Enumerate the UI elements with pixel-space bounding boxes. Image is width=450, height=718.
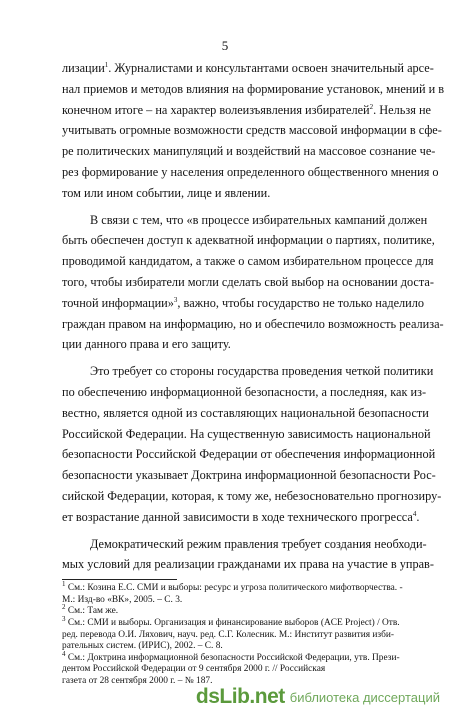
body-line: по обеспечению информационной безопасности, а последняя, как из- [62,385,427,399]
footnote-ref[interactable]: 3 [173,295,178,304]
body-line: проводимой кандидатом, а также о самом избирательном процессе для [62,254,434,269]
body-line: быть обеспечен доступ к адекватной информации о партиях, политике, [62,233,435,248]
footnote-separator [62,579,177,580]
footnote-ref[interactable]: 1 [104,60,109,69]
body-line: сийской Федерации, которая, к тому же, небезосновательно прогнозиру- [62,489,442,503]
watermark [196,684,440,710]
footnote: рательных систем. (ИРИС), 2002. – С. 8. [62,641,223,652]
body-line: лизации$^1$. Журналистами и консультантами освоен значительный арсе- [62,60,434,75]
body-line: Это требует со стороны государства проведения четкой политики [90,364,434,379]
body-line: граждан правом на информацию, но и обеспечило возможность реализа- [62,316,444,331]
footnote-ref[interactable]: 4 [412,509,417,518]
body-line: мых условий для реализации гражданами их права на участие в управ- [62,557,434,572]
footnote: ред. перевода О.И. Ляхович, науч. ред. С.Г. Колесник. М.: Институт развития изби- [62,629,395,640]
footnote: М.: Изд-во «ВК», 2005. – С. 3. [62,594,183,605]
footnote: $^2$ См.: Там же. [62,603,119,617]
body-line: вестно, является одной из составляющих национальной безопасности [62,405,429,420]
footnote: газета от 28 сентября 2000 г. – № 187. [62,676,213,686]
body-line: ре политических манипуляций и воздействий на массовое сознание че- [62,144,436,159]
body-line: В связи с тем, что «в процессе избирательных кампаний должен [90,212,428,227]
body-line: рез формирование у населения определенного общественного мнения о [62,165,439,179]
body-line: ет возрастание данной зависимости в ходе технического прогресса$^4$. [62,509,420,524]
footnote: дентом Российской Федерации от 9 сентября 2000 г. // Российская [62,664,326,675]
body-line: безопасности указывает Доктрина информационной безопасности Рос- [62,468,436,483]
footnote: $^1$ См.: Козина Е.С. СМИ и выборы: ресурс и угроза политического мифотворчества. - [62,580,403,594]
watermark-text: библиотека диссертаций [289,689,440,705]
body-line: Демократический режим правления требует создания необходи- [90,536,427,551]
page-number: 5 [221,38,229,53]
footnote: $^3$ См.: СМИ и выборы. Организация и финансирование выборов (ACE Project) / Отв. [62,614,400,628]
body-line: нал приемов и методов влияния на формирование установок, мнений и в [62,81,445,96]
body-line: конечном итоге – на характер волеизъявления избирателей$^2$. Нельзя не [62,102,431,117]
dslib-logo: dsLib.net [195,685,285,708]
body-line: ции данного права и его защиту. [62,337,231,352]
body-line: того, чтобы избиратели могли сделать свой выбор на основании доста- [62,275,434,289]
body-line: безопасности Российской Федерации от обеспечения информационной [62,447,436,462]
footnote-ref[interactable]: 2 [369,102,374,111]
body-line: точной информации»$^3$, важно, чтобы государство не только наделило [62,295,425,310]
footnote: $^4$ См.: Доктрина информационной безопасности Российской Федерации, утв. Прези- [62,649,400,663]
body-line: том или ином событии, лице и явлении. [62,185,271,200]
body-line: учитывать огромные возможности средств массовой информации в сфе- [62,123,442,138]
body-line: Российской Федерации. На существенную зависимость национальной [62,426,431,441]
